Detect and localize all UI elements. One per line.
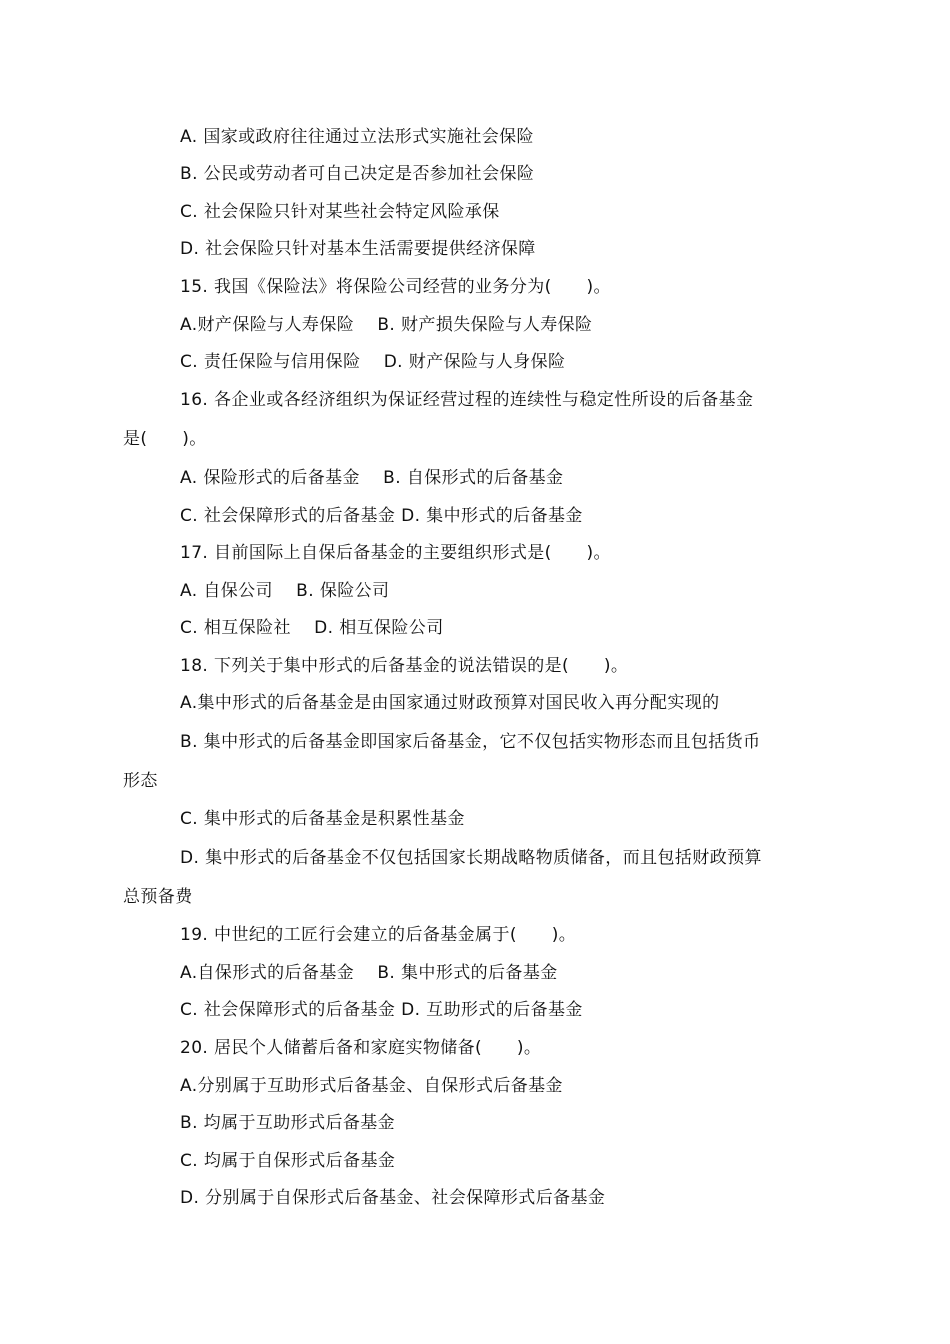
question-19-options-cd: C. 社会保障形式的后备基金 D. 互助形式的后备基金: [180, 1000, 583, 1020]
question-18-stem: 18. 下列关于集中形式的后备基金的说法错误的是( )。: [180, 656, 629, 676]
question-16-stem-continued: 是( )。: [123, 429, 207, 449]
question-17-stem: 17. 目前国际上自保后备基金的主要组织形式是( )。: [180, 543, 611, 563]
question-15-options-ab: A.财产保险与人寿保险 B. 财产损失保险与人寿保险: [180, 315, 593, 335]
question-18-option-d: D. 集中形式的后备基金不仅包括国家长期战略物质储备，而且包括财政预算: [180, 848, 762, 868]
question-14-option-a: A. 国家或政府往往通过立法形式实施社会保险: [180, 127, 534, 147]
question-18-option-d-continued: 总预备费: [123, 887, 193, 907]
question-18-option-a: A.集中形式的后备基金是由国家通过财政预算对国民收入再分配实现的: [180, 693, 720, 713]
question-14-option-d: D. 社会保险只针对基本生活需要提供经济保障: [180, 239, 536, 259]
question-18-option-b-continued: 形态: [123, 771, 158, 791]
question-18-option-b: B. 集中形式的后备基金即国家后备基金，它不仅包括实物形态而且包括货币: [180, 732, 761, 752]
question-19-stem: 19. 中世纪的工匠行会建立的后备基金属于( )。: [180, 925, 577, 945]
question-16-options-cd: C. 社会保障形式的后备基金 D. 集中形式的后备基金: [180, 506, 583, 526]
question-17-options-ab: A. 自保公司 B. 保险公司: [180, 581, 390, 601]
question-14-option-b: B. 公民或劳动者可自己决定是否参加社会保险: [180, 164, 535, 184]
question-15-stem: 15. 我国《保险法》将保险公司经营的业务分为( )。: [180, 277, 611, 297]
question-16-stem: 16. 各企业或各经济组织为保证经营过程的连续性与稳定性所设的后备基金: [180, 390, 754, 410]
question-20-option-c: C. 均属于自保形式后备基金: [180, 1151, 396, 1171]
question-20-option-a: A.分别属于互助形式后备基金、自保形式后备基金: [180, 1076, 563, 1096]
question-19-options-ab: A.自保形式的后备基金 B. 集中形式的后备基金: [180, 963, 558, 983]
question-18-option-c: C. 集中形式的后备基金是积累性基金: [180, 809, 465, 829]
question-15-options-cd: C. 责任保险与信用保险 D. 财产保险与人身保险: [180, 352, 566, 372]
question-20-stem: 20. 居民个人储蓄后备和家庭实物储备( )。: [180, 1038, 542, 1058]
question-14-option-c: C. 社会保险只针对某些社会特定风险承保: [180, 202, 500, 222]
question-17-options-cd: C. 相互保险社 D. 相互保险公司: [180, 618, 444, 638]
question-16-options-ab: A. 保险形式的后备基金 B. 自保形式的后备基金: [180, 468, 564, 488]
question-20-option-b: B. 均属于互助形式后备基金: [180, 1113, 396, 1133]
question-20-option-d: D. 分别属于自保形式后备基金、社会保障形式后备基金: [180, 1188, 606, 1208]
